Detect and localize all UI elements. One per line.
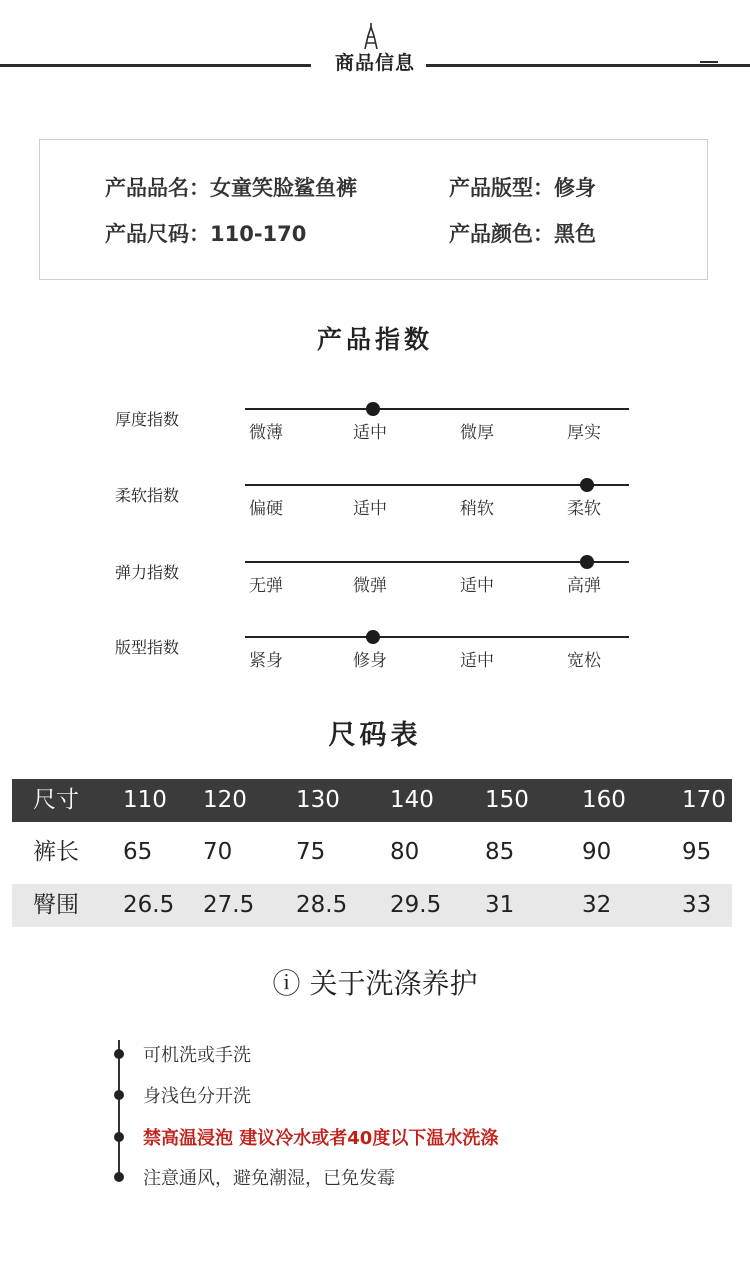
table-header-cell: 尺寸 [33,787,79,813]
tower-icon [359,22,383,50]
table-header-row [12,779,732,822]
table-cell: 70 [203,839,233,865]
index-option: 稍软 [460,499,494,519]
table-cell: 27.5 [203,892,255,918]
size-table-title: 尺码表 [328,720,422,751]
index-option: 适中 [460,651,494,671]
care-list-item: 身浅色分开洗 [143,1086,251,1107]
index-label: 弹力指数 [115,563,180,582]
header-rule-right [426,64,750,67]
table-cell: 32 [582,892,612,918]
table-cell: 29.5 [390,892,442,918]
index-option: 偏硬 [249,499,283,519]
index-track [245,408,629,410]
table-header-cell: 170 [682,787,726,813]
care-bullet-dot [114,1090,124,1100]
table-cell: 85 [485,839,515,865]
index-option: 微弹 [353,576,387,596]
product-color [449,218,596,248]
index-option: 厚实 [567,423,601,443]
product-name-label: 产品品名： [105,176,210,200]
care-title-text: 关于洗涤养护 [309,967,478,1000]
table-cell: 95 [682,839,712,865]
index-track [245,636,629,638]
index-track [245,484,629,486]
index-option: 修身 [353,651,387,671]
product-size-label: 产品尺码： [105,222,210,246]
table-header-cell: 110 [123,787,167,813]
table-cell: 裤长 [33,839,79,865]
index-label: 厚度指数 [115,410,180,429]
index-option: 微厚 [460,423,494,443]
product-color-label: 产品颜色： [449,222,554,246]
care-list-item: 可机洗或手洗 [143,1045,251,1066]
index-option: 柔软 [567,499,601,519]
info-circle-icon: ⓘ [272,967,301,1000]
index-option: 高弹 [567,576,601,596]
table-cell: 31 [485,892,515,918]
table-header-cell: 150 [485,787,529,813]
table-cell: 75 [296,839,326,865]
care-bullet-dot [114,1049,124,1059]
product-fit-value: 修身 [554,176,596,200]
index-option: 适中 [353,499,387,519]
product-size [105,218,306,248]
care-bullet-dot [114,1172,124,1182]
index-marker-dot [580,555,594,569]
table-cell: 33 [682,892,712,918]
table-cell: 65 [123,839,153,865]
table-header-cell: 140 [390,787,434,813]
product-fit-label: 产品版型： [449,176,554,200]
index-option: 紧身 [249,651,283,671]
table-cell: 臀围 [33,892,79,918]
index-section-title: 产品指数 [316,325,433,354]
index-option: 微薄 [249,423,283,443]
product-fit [449,172,596,202]
index-option: 适中 [353,423,387,443]
table-row [12,831,732,874]
index-marker-dot [580,478,594,492]
product-size-value: 110-170 [210,222,307,246]
product-name-value: 女童笑脸鲨鱼裤 [210,176,357,200]
index-label: 柔软指数 [115,486,180,505]
index-marker-dot [366,402,380,416]
index-label: 版型指数 [115,638,180,657]
care-title [0,962,750,1002]
product-name [105,172,357,202]
table-row [12,884,732,927]
table-header-cell: 120 [203,787,247,813]
product-info-box [39,139,708,280]
index-marker-dot [366,630,380,644]
care-bullet-dot [114,1132,124,1142]
table-header-cell: 130 [296,787,340,813]
product-color-value: 黑色 [554,222,596,246]
care-list-item: 禁高温浸泡 建议冷水或者40度以下温水洗涤 [143,1128,499,1149]
index-option: 无弹 [249,576,283,596]
care-timeline [118,1040,120,1178]
page-title: 商品信息 [334,52,415,74]
table-cell: 26.5 [123,892,175,918]
index-option: 宽松 [567,651,601,671]
table-cell: 28.5 [296,892,348,918]
index-track [245,561,629,563]
table-cell: 90 [582,839,612,865]
table-cell: 80 [390,839,420,865]
table-header-cell: 160 [582,787,626,813]
header-rule-accent [700,61,718,63]
index-option: 适中 [460,576,494,596]
care-list-item: 注意通风，避免潮湿，已免发霉 [143,1168,395,1189]
